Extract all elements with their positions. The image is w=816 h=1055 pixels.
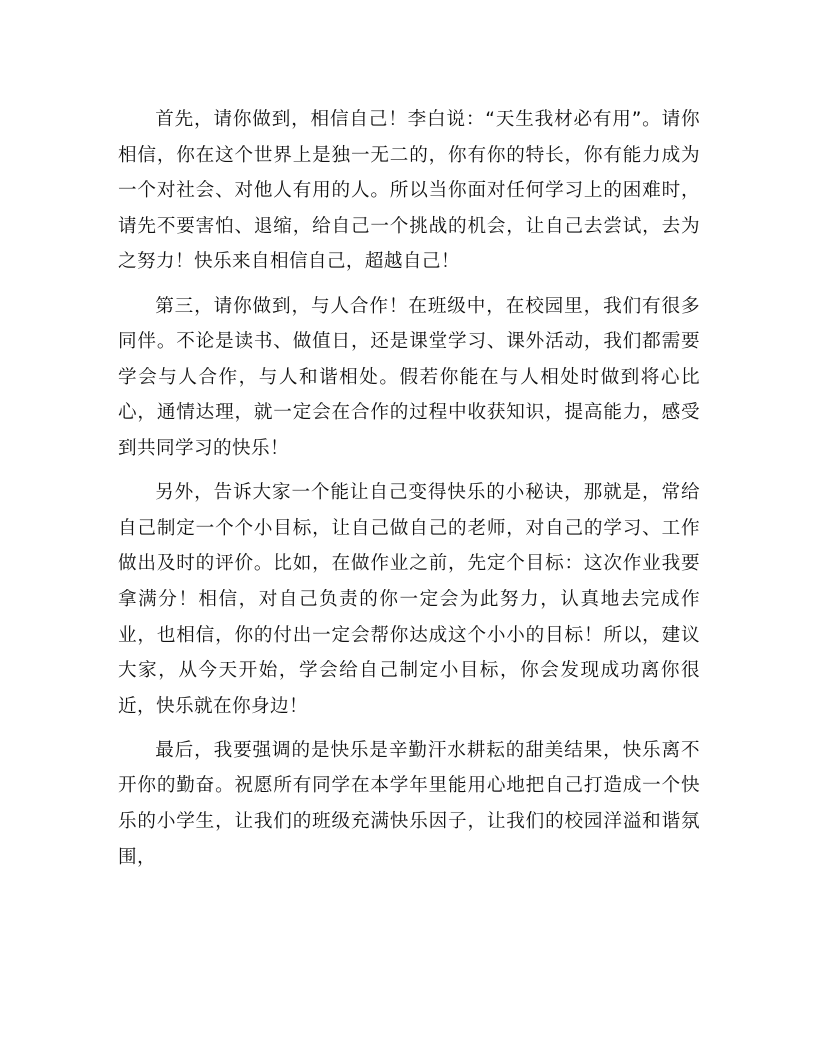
paragraph-small-goals: 另外，告诉大家一个能让自己变得快乐的小秘诀，那就是，常给自己制定一个个小目标，让自己做自己的老师，对自己的学习、工作做出及时的评价。比如，在做作业之前，先定个目标：这次作业我要拿满分！相信，对自己负责的你一定会为此努力，认真地去完成作业，也相信，你的付出一定会帮你达成这个小小的目标！所以，建议大家，从今天开始，学会给自己制定小目标，你会发现成功离你很近，快乐就在你身边！ xyxy=(118,482,700,717)
paragraph-conclusion: 最后，我要强调的是快乐是辛勤汗水耕耘的甜美结果，快乐离不开你的勤奋。祝愿所有同学在本学年里能用心地把自己打造成一个快乐的小学生，让我们的班级充满快乐因子，让我们的校园洋溢和谐氛围， xyxy=(118,739,700,868)
document-body xyxy=(118,102,700,884)
paragraph-believe-yourself: 首先，请你做到，相信自己！李白说：“天生我材必有用”。请你相信，你在这个世界上是独一无二的，你有你的特长，你有能力成为一个对社会、对他人有用的人。所以当你面对任何学习上的困难时，请先不要害怕、退缩，给自己一个挑战的机会，让自己去尝试，去为之努力！快乐来自相信自己，超越自己！ xyxy=(118,109,700,273)
paragraph-cooperate: 第三，请你做到，与人合作！在班级中，在校园里，我们有很多同伴。不论是读书、做值日，还是课堂学习、课外活动，我们都需要学会与人合作，与人和谐相处。假若你能在与人相处时做到将心比心，通情达理，就一定会在合作的过程中收获知识，提高能力，感受到共同学习的快乐！ xyxy=(118,295,700,459)
